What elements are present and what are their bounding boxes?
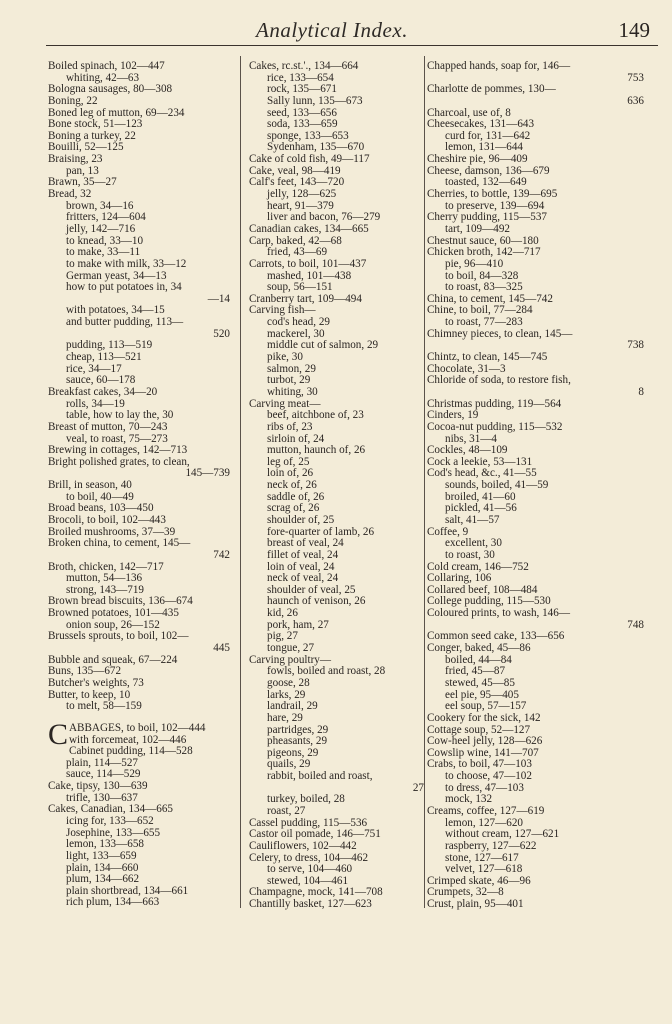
- index-entry: Cassel pudding, 115—536: [249, 816, 368, 829]
- index-entry: Cold cream, 146—752: [427, 560, 529, 573]
- index-entry: Sally lunn, 135—673: [267, 94, 363, 107]
- page-number: 149: [618, 18, 650, 42]
- index-entry: Buns, 135—672: [48, 665, 122, 678]
- index-entry: Cake, tipsy, 130—639: [48, 780, 148, 793]
- index-entry: Cookery for the sick, 142: [427, 711, 541, 724]
- header-rule: [46, 45, 658, 46]
- index-entry: Cow-heel jelly, 128—626: [427, 735, 543, 748]
- index-entry: 145—739: [185, 467, 230, 480]
- index-entry: German yeast, 34—13: [66, 269, 167, 282]
- index-entry: Brill, in season, 40: [48, 479, 132, 492]
- index-entry: leg of, 25: [267, 455, 310, 468]
- index-entry: to melt, 58—159: [66, 700, 142, 713]
- index-entry: rich plum, 134—663: [66, 896, 160, 909]
- index-entry: beef, aitchbone of, 23: [267, 409, 364, 422]
- index-entry: Creams, coffee, 127—619: [427, 805, 545, 817]
- index-entry: velvet, 127—618: [445, 863, 523, 876]
- index-entry: Breast of mutton, 70—243: [48, 420, 168, 433]
- index-entry: 8: [638, 385, 644, 398]
- index-entry: to boil, 40—49: [66, 490, 134, 503]
- index-entry: Cherry pudding, 115—537: [427, 211, 547, 224]
- index-entry: plain, 134—660: [66, 861, 139, 874]
- column-divider: [240, 56, 241, 908]
- index-entry: Collaring, 106: [427, 572, 492, 585]
- index-column-2: [249, 61, 424, 911]
- index-entry: strong, 143—719: [66, 583, 144, 596]
- index-entry: without cream, 127—621: [445, 828, 560, 841]
- index-entry: Cinders, 19: [427, 409, 479, 422]
- index-entry: Brocoli, to boil, 102—443: [48, 513, 166, 526]
- index-entry: trifle, 130—637: [66, 791, 138, 804]
- index-entry: landrail, 29: [267, 700, 318, 713]
- index-entry: loin of, 26: [267, 467, 314, 480]
- index-column-3: [427, 61, 644, 911]
- index-entry: Cranberry tart, 109—494: [249, 292, 362, 305]
- index-entry-text: ABBAGES, to boil, 102—444: [69, 721, 206, 734]
- index-entry: pudding, 113—519: [66, 339, 153, 352]
- index-entry: brown, 34—16: [66, 199, 134, 212]
- index-entry: soup, 56—151: [267, 281, 333, 294]
- index-entry: Cheese, damson, 136—679: [427, 164, 550, 177]
- index-entry: mashed, 101—438: [267, 269, 352, 282]
- index-entry: fore-quarter of lamb, 26: [267, 525, 375, 538]
- index-entry: Broken china, to cement, 145—: [48, 537, 191, 550]
- index-entry: 636: [627, 94, 644, 107]
- index-entry: sounds, boiled, 41—59: [445, 479, 549, 492]
- index-entry: Champagne, mock, 141—708: [249, 886, 383, 899]
- index-entry: nibs, 31—4: [445, 432, 497, 445]
- index-entry: Cheesecakes, 131—643: [427, 118, 535, 131]
- index-entry: to preserve, 139—694: [445, 199, 545, 212]
- running-title: Analytical Index.: [256, 18, 408, 42]
- index-entry: Chocolate, 31—3: [427, 362, 506, 375]
- index-entry: Chintz, to clean, 145—745: [427, 351, 548, 364]
- index-entry: Cauliflowers, 102—442: [249, 839, 357, 852]
- index-entry: Carving poultry—: [249, 653, 331, 666]
- index-entry: onion soup, 26—152: [66, 618, 160, 631]
- index-entry: Common seed cake, 133—656: [427, 630, 565, 643]
- column-divider: [424, 56, 425, 908]
- index-entry: Cottage soup, 52—127: [427, 723, 531, 736]
- index-entry: curd for, 131—642: [445, 129, 531, 142]
- index-entry: Cakes, rc.st.'., 134—664: [249, 60, 359, 72]
- index-entry: Coloured prints, to wash, 146—: [427, 607, 570, 620]
- index-entry: cheap, 113—521: [66, 351, 142, 364]
- index-column-1: [48, 61, 230, 909]
- index-entry: to roast, 83—325: [445, 281, 523, 294]
- index-entry: mutton, haunch of, 26: [267, 444, 366, 457]
- index-entry: Broth, chicken, 142—717: [48, 560, 164, 573]
- index-entry: to choose, 47—102: [445, 770, 532, 783]
- index-entry: eel soup, 57—157: [445, 700, 527, 713]
- index-entry: sirloin of, 24: [267, 432, 325, 445]
- index-entry: Bone stock, 51—123: [48, 118, 143, 131]
- index-entry: jelly, 128—625: [267, 188, 337, 201]
- index-entry: Crumpets, 32—8: [427, 886, 504, 899]
- index-entry: quails, 29: [267, 758, 311, 771]
- index-entry: Braising, 23: [48, 153, 103, 166]
- index-entry: Cocoa-nut pudding, 115—532: [427, 420, 563, 433]
- index-entry: Conger, baked, 45—86: [427, 642, 531, 655]
- index-entry: Bubble and squeak, 67—224: [48, 653, 178, 666]
- index-entry: stone, 127—617: [445, 851, 519, 864]
- index-entry: Chicken broth, 142—717: [427, 246, 541, 259]
- index-entry: cod's head, 29: [267, 316, 330, 329]
- index-entry: Butter, to keep, 10: [48, 688, 131, 701]
- index-entry: Cheshire pie, 96—409: [427, 153, 528, 166]
- index-entry: 27: [412, 781, 424, 794]
- index-entry: 738: [627, 339, 644, 352]
- index-entry: 748: [627, 618, 644, 631]
- index-entry: Chestnut sauce, 60—180: [427, 234, 539, 247]
- index-entry: lemon, 133—658: [66, 838, 144, 851]
- index-entry: goose, 28: [267, 676, 310, 689]
- index-entry: whiting, 42—63: [66, 71, 140, 84]
- index-entry: pigeons, 29: [267, 746, 319, 759]
- index-entry: Celery, to dress, 104—462: [249, 851, 369, 864]
- index-entry: to boil, 84—328: [445, 269, 519, 282]
- index-entry: icing for, 133—652: [66, 815, 154, 827]
- index-entry: Carving meat—: [249, 397, 321, 410]
- index-entry: fritters, 124—604: [66, 211, 146, 224]
- index-entry: toasted, 132—649: [445, 176, 527, 189]
- index-entry: lemon, 127—620: [445, 816, 523, 829]
- index-entry: mock, 132: [445, 793, 493, 806]
- index-entry: Bouilli, 52—125: [48, 141, 124, 154]
- index-entry: rock, 135—671: [267, 83, 337, 96]
- index-entry: shoulder of veal, 25: [267, 583, 356, 596]
- index-entry: to roast, 77—283: [445, 316, 523, 329]
- index-entry: neck of veal, 24: [267, 572, 339, 585]
- index-entry: rice, 133—654: [267, 71, 334, 84]
- index-entry: Cockles, 48—109: [427, 444, 508, 457]
- index-entry: Crabs, to boil, 47—103: [427, 758, 532, 771]
- index-entry: eel pie, 95—405: [445, 688, 519, 701]
- drop-cap: C: [48, 717, 69, 751]
- index-entry: Breakfast cakes, 34—20: [48, 385, 158, 398]
- index-entry: to make, 33—11: [66, 246, 141, 259]
- index-entry: Bread, 32: [48, 188, 92, 201]
- index-entry: saddle of, 26: [267, 490, 325, 503]
- index-entry: Broiled mushrooms, 37—39: [48, 525, 176, 538]
- index-entry: pig, 27: [267, 630, 298, 643]
- index-entry: Boning, 22: [48, 94, 98, 107]
- index-entry: sponge, 133—653: [267, 129, 349, 142]
- index-entry: turkey, boiled, 28: [267, 793, 345, 806]
- index-entry: [48, 717, 230, 751]
- index-entry: larks, 29: [267, 688, 306, 701]
- index-entry: plain, 114—527: [66, 756, 138, 769]
- index-entry: Charlotte de pommes, 130—: [427, 83, 556, 96]
- index-entry: soda, 133—659: [267, 118, 338, 131]
- index-entry: Chapped hands, soap for, 146—: [427, 60, 571, 72]
- index-entry: to serve, 104—460: [267, 863, 353, 876]
- index-entry: Chloride of soda, to restore fish,: [427, 374, 571, 387]
- index-entry: fowls, boiled and roast, 28: [267, 665, 386, 678]
- index-entry: ribs of, 23: [267, 420, 313, 433]
- index-entry: Cod's head, &c., 41—55: [427, 467, 537, 480]
- index-entry: Collared beef, 108—484: [427, 583, 538, 596]
- index-entry: tongue, 27: [267, 642, 315, 655]
- index-entry: College pudding, 115—530: [427, 595, 551, 608]
- index-entry: turbot, 29: [267, 374, 311, 387]
- index-entry: —14: [207, 292, 230, 305]
- index-entry-text: with forcemeat, 102—446: [69, 733, 187, 746]
- index-entry: Josephine, 133—655: [66, 826, 161, 839]
- index-entry: hare, 29: [267, 711, 303, 724]
- index-entry: and butter pudding, 113—: [66, 316, 184, 329]
- index-entry: neck of, 26: [267, 479, 317, 492]
- index-entry: Canadian cakes, 134—665: [249, 222, 369, 235]
- index-entry: Coffee, 9: [427, 525, 469, 538]
- page-header: [40, 16, 660, 44]
- index-entry: salmon, 29: [267, 362, 316, 375]
- index-entry: sauce, 114—529: [66, 768, 141, 781]
- index-entry: breast of veal, 24: [267, 537, 344, 550]
- index-entry: pie, 96—410: [445, 257, 504, 270]
- index-entry: Chantilly basket, 127—623: [249, 898, 372, 911]
- index-entry: jelly, 142—716: [66, 222, 136, 235]
- index-entry: fried, 43—69: [267, 246, 328, 259]
- index-entry: Cake, veal, 98—419: [249, 164, 341, 177]
- index-entry: to roast, 30: [445, 548, 495, 561]
- index-entry: kid, 26: [267, 607, 298, 620]
- index-entry: Cabinet pudding, 114—528: [69, 745, 193, 758]
- index-entry: rice, 34—17: [66, 362, 122, 375]
- index-entry: Cherries, to bottle, 139—695: [427, 188, 558, 201]
- index-entry: Crimped skate, 46—96: [427, 874, 531, 887]
- index-entry: plain shortbread, 134—661: [66, 884, 189, 897]
- index-entry: sauce, 60—178: [66, 374, 136, 387]
- index-entry: to dress, 47—103: [445, 781, 524, 794]
- index-entry: plum, 134—662: [66, 873, 140, 886]
- index-entry: partridges, 29: [267, 723, 329, 736]
- index-entry: Crust, plain, 95—401: [427, 898, 524, 911]
- index-entry: Carp, baked, 42—68: [249, 234, 342, 247]
- index-entry: Bright polished grates, to clean,: [48, 455, 190, 468]
- index-entry: to knead, 33—10: [66, 234, 144, 247]
- index-entry: Sydenham, 135—670: [267, 141, 365, 154]
- index-entry: Broad beans, 103—450: [48, 502, 154, 515]
- index-entry: haunch of venison, 26: [267, 595, 366, 608]
- index-entry: raspberry, 127—622: [445, 839, 537, 852]
- index-entry: middle cut of salmon, 29: [267, 339, 379, 352]
- index-entry: broiled, 41—60: [445, 490, 516, 503]
- index-entry: mutton, 54—136: [66, 572, 143, 585]
- index-entry: Carving fish—: [249, 304, 316, 317]
- index-entry: heart, 91—379: [267, 199, 334, 212]
- index-entry: scrag of, 26: [267, 502, 320, 515]
- index-entry: Butcher's weights, 73: [48, 676, 144, 689]
- index-entry: 520: [213, 327, 230, 340]
- index-entry: to make with milk, 33—12: [66, 257, 187, 270]
- index-entry: Boning a turkey, 22: [48, 129, 136, 142]
- index-entry: liver and bacon, 76—279: [267, 211, 381, 224]
- index-entry: pike, 30: [267, 351, 303, 364]
- index-entry: Castor oil pomade, 146—751: [249, 828, 381, 841]
- index-entry: roast, 27: [267, 805, 306, 817]
- index-entry: with potatoes, 34—15: [66, 304, 165, 317]
- index-entry: 445: [213, 642, 230, 655]
- index-entry: Boned leg of mutton, 69—234: [48, 106, 185, 119]
- index-entry: pan, 13: [66, 164, 99, 177]
- index-entry: veal, to roast, 75—273: [66, 432, 168, 445]
- index-entry: excellent, 30: [445, 537, 502, 550]
- index-entry: how to put potatoes in, 34: [66, 281, 182, 294]
- index-entry: Cock a leekie, 53—131: [427, 455, 533, 468]
- index-entry: pickled, 41—56: [445, 502, 517, 515]
- index-entry: seed, 133—656: [267, 106, 337, 119]
- index-entry: Charcoal, use of, 8: [427, 106, 511, 119]
- index-entry: pheasants, 29: [267, 735, 328, 748]
- index-entry: Chine, to boil, 77—284: [427, 304, 533, 317]
- index-entry: Brown bread biscuits, 136—674: [48, 595, 193, 608]
- index-entry: 753: [627, 71, 644, 84]
- index-entry: stewed, 45—85: [445, 676, 515, 689]
- index-entry: rolls, 34—19: [66, 397, 125, 410]
- index-entry: table, how to lay the, 30: [66, 409, 174, 422]
- index-entry: Chimney pieces, to clean, 145—: [427, 327, 573, 340]
- index-entry: Cakes, Canadian, 134—665: [48, 803, 174, 816]
- index-entry: Calf's feet, 143—720: [249, 176, 345, 189]
- index-entry: Boiled spinach, 102—447: [48, 60, 165, 72]
- index-entry: pork, ham, 27: [267, 618, 329, 631]
- index-entry: rabbit, boiled and roast,: [267, 770, 373, 783]
- index-entry: fried, 45—87: [445, 665, 506, 678]
- index-entry: boiled, 44—84: [445, 653, 512, 666]
- index-entry: Cowslip wine, 141—707: [427, 746, 539, 759]
- index-entry: shoulder of, 25: [267, 513, 335, 526]
- index-entry: Bologna sausages, 80—308: [48, 83, 173, 96]
- index-entry: fillet of veal, 24: [267, 548, 339, 561]
- index-entry: light, 133—659: [66, 849, 137, 862]
- index-entry: salt, 41—57: [445, 513, 500, 526]
- index-entry: Brussels sprouts, to boil, 102—: [48, 630, 189, 643]
- index-entry: lemon, 131—644: [445, 141, 523, 154]
- index-entry: tart, 109—492: [445, 222, 510, 235]
- index-entry: stewed, 104—461: [267, 874, 349, 887]
- index-entry: Carrots, to boil, 101—437: [249, 257, 367, 270]
- index-entry: China, to cement, 145—742: [427, 292, 553, 305]
- index-entry: Christmas pudding, 119—564: [427, 397, 562, 410]
- index-entry: 742: [213, 548, 230, 561]
- index-entry: Browned potatoes, 101—435: [48, 607, 179, 620]
- index-entry: Brawn, 35—27: [48, 176, 117, 189]
- index-entry: Brewing in cottages, 142—713: [48, 444, 188, 457]
- index-entry: whiting, 30: [267, 385, 318, 398]
- index-entry: mackerel, 30: [267, 327, 325, 340]
- index-entry: loin of veal, 24: [267, 560, 335, 573]
- index-entry: Cake of cold fish, 49—117: [249, 153, 370, 166]
